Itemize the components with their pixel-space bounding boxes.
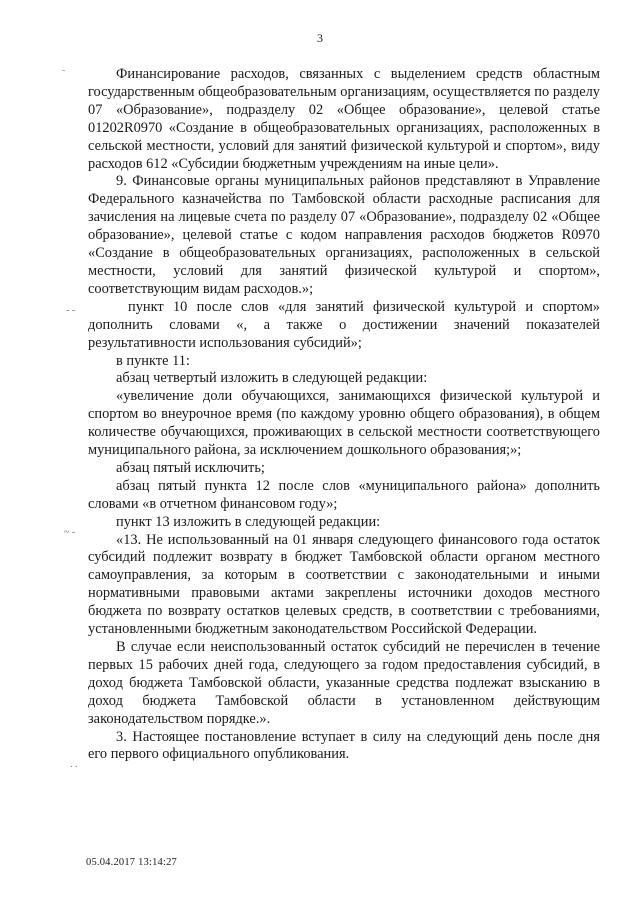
paragraph-item-11-para4: абзац четвертый изложить в следующей редакции: — [116, 370, 428, 387]
paragraph-financing: Финансирование расходов, связанных с выделением средств областным государственным общеобразовательным организациям, осуществляется по разделу 07 «Образование», подразделу 02 «Общее образование», целевой статье 01202R0970 «Создание в общеобразовательных организациях, расположенных в сельской местности, условий для занятий физической культурой и спортом», виду расходов 612 «Субсидии бюджетным учреждениям на иные цели». — [88, 66, 600, 172]
paragraph-item-11-intro: в пункте 11: — [116, 352, 190, 369]
scan-artifact-mark: - - — [66, 305, 76, 316]
paragraph-item-13-intro: пункт 13 изложить в следующей редакции: — [116, 513, 381, 530]
scan-artifact-mark: . . — [70, 759, 78, 770]
scan-artifact-mark: ˜ — [62, 69, 66, 80]
paragraph-item-12-amendment: абзац пятый пункта 12 после слов «муниципального района» дополнить словами «в отчетном финансовом году»; — [88, 477, 600, 512]
document-body — [88, 66, 600, 764]
paragraph-item-11-para5: абзац пятый исключить; — [116, 459, 265, 476]
paragraph-item-3-effective: 3. Настоящее постановление вступает в силу на следующий день после дня его первого официального опубликования. — [88, 728, 600, 763]
page-number: 3 — [317, 31, 323, 45]
paragraph-item-11-new-text: «увеличение доли обучающихся, занимающихся физической культурой и спортом во внеурочное время (по каждому уровню общего образования), в общем количестве обучающихся, проживающих в сельской местности соответствующего муниципального района, за исключением дошкольного образования;»; — [88, 388, 600, 459]
print-timestamp: 05.04.2017 13:14:27 — [86, 857, 178, 868]
paragraph-item-10-amendment: пункт 10 после слов «для занятий физической культурой и спортом» дополнить словами «, а также о достижении значений показателей результативности использования субсидий»; — [88, 298, 600, 351]
paragraph-item-13-second: В случае если неиспользованный остаток субсидий не перечислен в течение первых 15 рабочих дней года, следующего за годом предоставления субсидий, в доход бюджета Тамбовской области, указанные средства подлежат взысканию в доход бюджета Тамбовской области в установленном действующим законодательством порядке.». — [88, 639, 600, 727]
paragraph-item-9: 9. Финансовые органы муниципальных районов представляют в Управление Федерального казначейства по Тамбовской области расходные расписания для зачисления на лицевые счета по разделу 07 «Образование», подразделу 02 «Общее образование», целевой статье с кодом направления расходов бюджетов R0970 «Создание в общеобразовательных организациях, расположенных в сельской местности, условий для занятий физической культурой и спортом», соответствующим видам расходов.»; — [88, 173, 600, 297]
paragraph-item-13-new-text: «13. Не использованный на 01 января следующего финансового года остаток субсидий подлежит возврату в бюджет Тамбовской области органом местного самоуправления, за которым в соответствии с законодательными и иными нормативными правовыми актами закреплены источники доходов местного бюджета по возврату остатков целевых средств, в соответствии с требованиями, установленными бюджетным законодательством Российской Федерации. — [88, 531, 600, 638]
scan-artifact-mark: ~ - — [64, 527, 76, 538]
